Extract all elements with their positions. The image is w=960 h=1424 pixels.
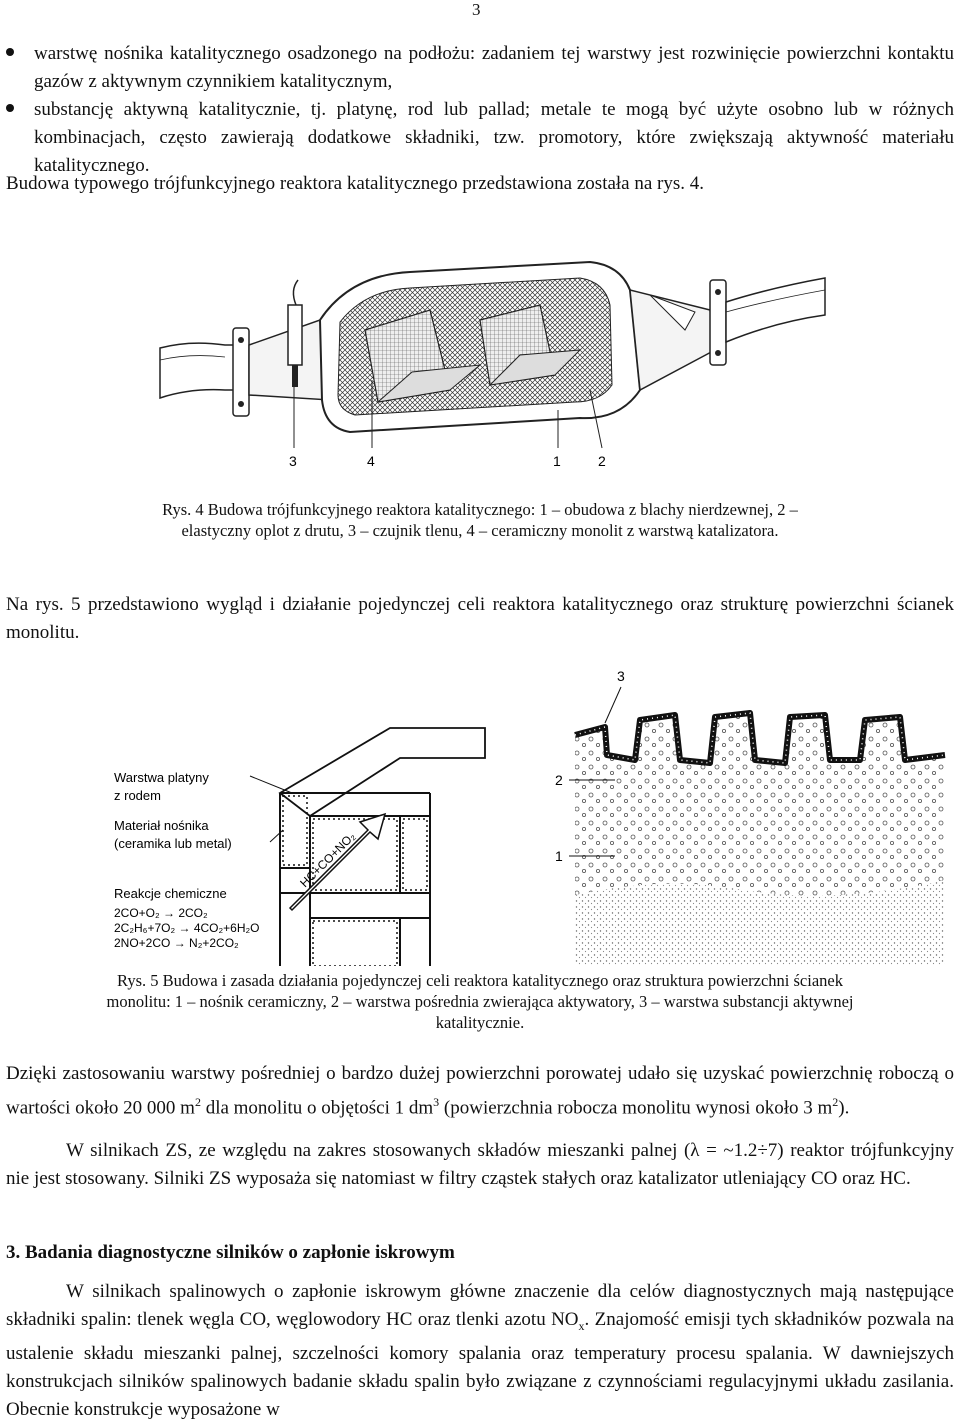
label-reactions-title: Reakcje chemiczne	[114, 886, 227, 901]
list-item-text: substancję aktywną katalitycznie, tj. platynę, rod lub pallad; metale te mogą być użyte osobno lub w różnych kombinacjach, często zawierają dodatkowe składniki, tzw. promotory, które zwiększają aktywność materiału katalitycznego.	[34, 99, 954, 176]
fig4-label-1: 1	[553, 453, 561, 469]
label-platinum-line2: z rodem	[114, 788, 161, 803]
bullet-icon	[6, 48, 14, 56]
label-reaction-2: 2C₂H₆+7O₂ → 4CO₂+6H₂O	[114, 921, 260, 935]
intro-fig5: Na rys. 5 przedstawiono wygląd i działanie pojedynczej celi reaktora katalitycznego oraz strukturę powierzchni ścianek monolitu.	[6, 594, 954, 643]
list-item-text: warstwę nośnika katalitycznego osadzonego na podłożu: zadaniem tej warstwy jest rozwinięcie powierzchni kontaktu gazów z aktywnym czynnikiem katalitycznym,	[34, 43, 954, 92]
para-surface: Dzięki zastosowaniu warstwy pośredniej o bardzo dużej powierzchni porowatej udało się uzyskać powierzchnię roboczą o wartości około 20 000 $m^2$ dla monolitu o objętości 1 $dm^3$ (powierzchnia robocza monolitu wynosi około 3 $m^2$).	[6, 1063, 954, 1119]
section-heading: 3. Badania diagnostyczne silników o zapłonie iskrowym	[6, 1242, 455, 1263]
label-reaction-1: 2CO+O₂ → 2CO₂	[114, 906, 208, 920]
label-platinum-line1: Warstwa platyny	[114, 770, 209, 785]
fig5-label-1: 1	[555, 848, 563, 864]
page-number: 3	[472, 0, 481, 19]
intro-fig4: Budowa typowego trójfunkcyjnego reaktora katalitycznego przedstawiona została na rys. 4.	[6, 173, 705, 194]
figure-5-wall-structure	[545, 665, 955, 965]
flow-arrow-label: HC+CO+NO₂	[297, 829, 359, 891]
fig4-label-3: 3	[289, 453, 297, 469]
fig5-label-3: 3	[617, 668, 625, 684]
fig5-label-2: 2	[555, 772, 563, 788]
para-last: W silnikach spalinowych o zapłonie iskrowym główne znaczenie dla celów diagnostycznych mają następujące składniki spalin: tlenek węgla CO, węglowodory HC oraz tlenki azotu $NO_x$. Znajomość emisji tych składników pozwala na ustalenie składu mieszanki palnej, szczelności komory spalania oraz temperatury procesu spalania. W dawniejszych konstrukcjach silników spalinowych badanie składu spalin było związane z czynnościami regulacyjnymi układu zasilania. Obecnie konstrukcje wyposażone w	[6, 1281, 955, 1420]
fig4-label-2: 2	[598, 453, 606, 469]
figure-5-cell-diagram	[110, 718, 490, 966]
figure-4-catalytic-converter	[150, 250, 830, 475]
bullet-icon	[6, 104, 14, 112]
fig4-label-4: 4	[367, 453, 375, 469]
label-reaction-3: 2NO+2CO → N₂+2CO₂	[114, 936, 239, 950]
label-carrier-line1: Materiał nośnika	[114, 818, 209, 833]
figure-5-caption: Rys. 5 Budowa i zasada działania pojedynczej celi reaktora katalitycznego oraz struktura powierzchni ścianek monolitu: 1 – nośnik ceramiczny, 2 – warstwa pośrednia zwierająca aktywatory, 3 – warstwa substancji aktywnej katalitycznie.	[106, 971, 854, 1032]
para-zs: W silnikach ZS, ze względu na zakres stosowanych składów mieszanki palnej (λ = ~1.2÷7) reaktor trójfunkcyjny nie jest stosowany. Silniki ZS wyposaża się natomiast w filtry cząstek stałych oraz katalizator utleniający CO oraz HC.	[6, 1140, 954, 1189]
label-carrier-line2: (ceramika lub metal)	[114, 836, 232, 851]
figure-4-caption: Rys. 4 Budowa trójfunkcyjnego reaktora katalitycznego: 1 – obudowa z blachy nierdzewnej, 2 – elastyczny oplot z drutu, 3 – czujnik tlenu, 4 – ceramiczny monolit z warstwą katalizatora.	[162, 500, 798, 540]
